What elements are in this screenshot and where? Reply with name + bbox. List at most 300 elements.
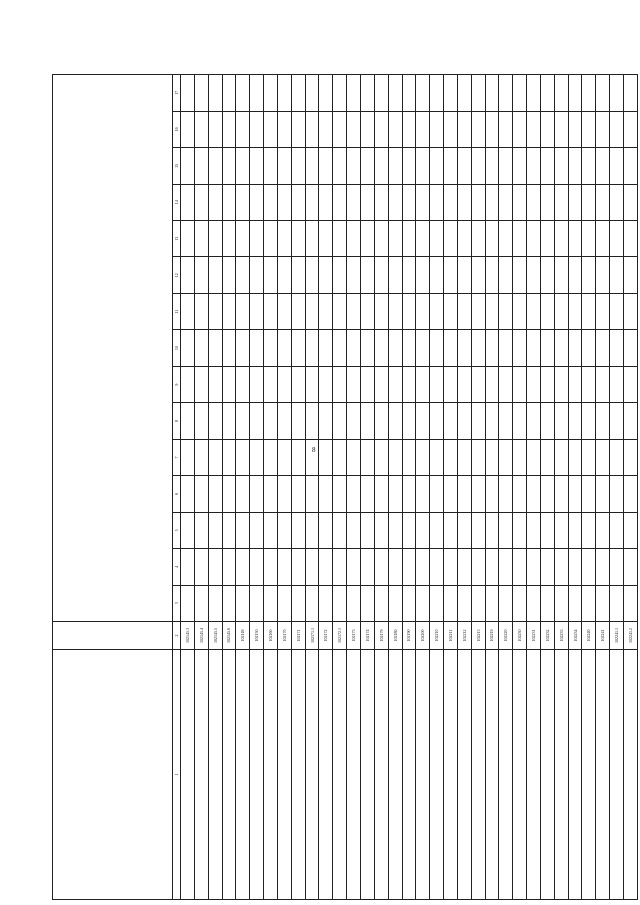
data-cell xyxy=(430,512,444,548)
data-cell xyxy=(416,293,430,329)
data-cell xyxy=(527,184,541,220)
data-cell xyxy=(194,439,208,475)
row-name xyxy=(402,650,416,900)
data-cell xyxy=(582,111,596,147)
data-cell xyxy=(540,366,554,402)
data-cell xyxy=(471,293,485,329)
data-cell xyxy=(374,148,388,184)
data-cell xyxy=(582,148,596,184)
data-cell xyxy=(319,75,333,112)
data-cell xyxy=(430,111,444,147)
table-row xyxy=(264,75,278,900)
data-cell xyxy=(291,184,305,220)
row-name xyxy=(333,650,347,900)
data-cell xyxy=(333,439,347,475)
data-cell xyxy=(347,366,361,402)
data-cell xyxy=(181,293,195,329)
data-cell xyxy=(305,75,319,112)
data-cell xyxy=(513,585,527,621)
data-cell xyxy=(291,439,305,475)
data-cell xyxy=(181,512,195,548)
data-cell xyxy=(485,476,499,512)
column-number: 2 xyxy=(173,622,181,650)
data-cell xyxy=(485,512,499,548)
data-cell xyxy=(236,148,250,184)
data-cell xyxy=(582,366,596,402)
data-cell xyxy=(333,184,347,220)
data-cell xyxy=(250,476,264,512)
data-cell xyxy=(624,257,638,293)
table-row xyxy=(402,75,416,900)
data-cell xyxy=(540,293,554,329)
row-name xyxy=(347,650,361,900)
column-number: 17 xyxy=(173,75,181,112)
row-name xyxy=(596,650,610,900)
data-cell xyxy=(540,184,554,220)
data-cell xyxy=(250,75,264,112)
data-cell xyxy=(277,403,291,439)
data-cell xyxy=(610,184,624,220)
data-cell xyxy=(582,403,596,439)
data-cell xyxy=(568,476,582,512)
table-row xyxy=(471,75,485,900)
data-cell xyxy=(222,257,236,293)
data-cell xyxy=(360,111,374,147)
table-row xyxy=(194,75,208,900)
data-cell xyxy=(485,549,499,585)
data-cell xyxy=(513,512,527,548)
data-cell xyxy=(347,148,361,184)
data-cell xyxy=(554,330,568,366)
data-cell xyxy=(319,221,333,257)
data-cell xyxy=(568,148,582,184)
data-cell xyxy=(513,549,527,585)
data-cell xyxy=(208,148,222,184)
data-cell xyxy=(264,549,278,585)
data-cell xyxy=(291,476,305,512)
data-cell xyxy=(582,476,596,512)
data-cell xyxy=(610,439,624,475)
data-cell xyxy=(360,330,374,366)
row-name xyxy=(416,650,430,900)
row-name xyxy=(471,650,485,900)
data-cell xyxy=(568,257,582,293)
data-cell xyxy=(402,403,416,439)
data-cell xyxy=(499,221,513,257)
data-cell xyxy=(291,549,305,585)
data-cell xyxy=(250,257,264,293)
data-cell xyxy=(540,221,554,257)
data-cell xyxy=(471,512,485,548)
data-cell xyxy=(360,403,374,439)
data-cell xyxy=(264,221,278,257)
row-code: 102179 xyxy=(374,622,388,650)
data-cell xyxy=(194,257,208,293)
row-code: 102220 xyxy=(499,622,513,650)
data-cell xyxy=(194,111,208,147)
data-cell xyxy=(305,221,319,257)
column-number: 3 xyxy=(173,585,181,621)
data-cell xyxy=(194,549,208,585)
data-cell xyxy=(181,366,195,402)
data-cell xyxy=(457,257,471,293)
data-cell xyxy=(499,148,513,184)
data-cell xyxy=(457,512,471,548)
data-cell xyxy=(513,148,527,184)
data-cell xyxy=(305,476,319,512)
data-cell xyxy=(333,585,347,621)
data-cell xyxy=(430,330,444,366)
data-cell xyxy=(444,75,458,112)
data-cell xyxy=(471,111,485,147)
data-cell xyxy=(250,293,264,329)
data-cell xyxy=(374,75,388,112)
data-cell xyxy=(291,257,305,293)
data-cell xyxy=(554,257,568,293)
row-code: 102212 xyxy=(457,622,471,650)
data-cell xyxy=(291,75,305,112)
row-name xyxy=(485,650,499,900)
data-cell xyxy=(222,148,236,184)
data-cell xyxy=(402,221,416,257)
data-cell xyxy=(402,75,416,112)
data-cell xyxy=(444,439,458,475)
data-cell xyxy=(388,184,402,220)
data-cell xyxy=(277,585,291,621)
data-cell xyxy=(222,75,236,112)
row-name xyxy=(360,650,374,900)
table-row xyxy=(319,75,333,900)
data-cell xyxy=(444,184,458,220)
data-cell xyxy=(264,148,278,184)
data-cell xyxy=(624,549,638,585)
table-row xyxy=(416,75,430,900)
data-cell xyxy=(236,184,250,220)
data-cell xyxy=(527,330,541,366)
row-name xyxy=(250,650,264,900)
data-cell xyxy=(374,366,388,402)
data-cell xyxy=(416,257,430,293)
row-name xyxy=(568,650,582,900)
data-cell xyxy=(444,148,458,184)
data-cell xyxy=(582,221,596,257)
table-row xyxy=(596,75,610,900)
code-column-header xyxy=(53,622,173,650)
row-code: 102145.4 xyxy=(194,622,208,650)
data-cell xyxy=(208,75,222,112)
data-cell xyxy=(402,111,416,147)
data-cell xyxy=(457,221,471,257)
data-cell xyxy=(554,512,568,548)
row-name xyxy=(554,650,568,900)
data-cell xyxy=(236,75,250,112)
row-name xyxy=(527,650,541,900)
data-cell xyxy=(402,549,416,585)
data-cell xyxy=(305,366,319,402)
data-cell xyxy=(277,257,291,293)
data-cell xyxy=(374,184,388,220)
row-code: 102172 xyxy=(319,622,333,650)
data-cell xyxy=(333,148,347,184)
data-cell xyxy=(319,585,333,621)
data-cell xyxy=(457,549,471,585)
data-cell xyxy=(388,75,402,112)
data-cell xyxy=(277,111,291,147)
data-cell xyxy=(333,366,347,402)
data-cell xyxy=(181,111,195,147)
column-number: 14 xyxy=(173,184,181,220)
data-cell xyxy=(624,330,638,366)
data-cell xyxy=(430,476,444,512)
column-number: 13 xyxy=(173,221,181,257)
data-cell xyxy=(527,293,541,329)
row-code: 102241 xyxy=(596,622,610,650)
data-cell xyxy=(568,549,582,585)
data-cell xyxy=(540,148,554,184)
data-cell xyxy=(333,476,347,512)
data-cell xyxy=(374,476,388,512)
data-cell xyxy=(582,585,596,621)
data-cell xyxy=(388,111,402,147)
row-name xyxy=(305,650,319,900)
data-cell xyxy=(610,75,624,112)
row-code: 102219 xyxy=(485,622,499,650)
data-cell xyxy=(568,221,582,257)
data-cell xyxy=(319,184,333,220)
data-cell xyxy=(208,439,222,475)
data-cell xyxy=(194,585,208,621)
data-cell xyxy=(499,293,513,329)
data-cell xyxy=(333,293,347,329)
table-row xyxy=(250,75,264,900)
data-cell xyxy=(264,476,278,512)
table-row xyxy=(444,75,458,900)
data-cell xyxy=(540,512,554,548)
data-cell xyxy=(568,585,582,621)
table-row xyxy=(236,75,250,900)
data-cell xyxy=(416,111,430,147)
data-cell xyxy=(194,512,208,548)
data-cell xyxy=(554,549,568,585)
data-cell xyxy=(360,148,374,184)
data-cell xyxy=(305,148,319,184)
data-cell xyxy=(222,476,236,512)
column-number: 7 xyxy=(173,439,181,475)
data-cell xyxy=(388,476,402,512)
data-cell xyxy=(347,111,361,147)
row-code: 102174 xyxy=(360,622,374,650)
data-cell xyxy=(596,476,610,512)
table-row xyxy=(485,75,499,900)
data-cell xyxy=(471,476,485,512)
data-cell xyxy=(291,148,305,184)
data-cell xyxy=(208,585,222,621)
data-cell xyxy=(444,111,458,147)
data-cell xyxy=(277,476,291,512)
data-cell xyxy=(471,221,485,257)
data-cell xyxy=(568,366,582,402)
data-cell xyxy=(471,403,485,439)
data-cell xyxy=(347,293,361,329)
data-cell xyxy=(471,330,485,366)
data-cell xyxy=(374,221,388,257)
data-cell xyxy=(416,221,430,257)
data-cell xyxy=(333,75,347,112)
row-name xyxy=(236,650,250,900)
data-cell xyxy=(430,585,444,621)
data-cell xyxy=(527,75,541,112)
data-cell xyxy=(416,439,430,475)
data-cell xyxy=(277,366,291,402)
data-cell xyxy=(388,512,402,548)
data-cell xyxy=(181,184,195,220)
data-cell xyxy=(250,330,264,366)
data-cell xyxy=(457,585,471,621)
data-cell xyxy=(568,512,582,548)
data-cell xyxy=(222,111,236,147)
data-cell xyxy=(250,184,264,220)
data-cell xyxy=(457,403,471,439)
data-cell xyxy=(499,549,513,585)
data-cell xyxy=(360,293,374,329)
data-cell xyxy=(471,257,485,293)
data-cell xyxy=(319,403,333,439)
header-row xyxy=(53,75,173,900)
data-cell xyxy=(360,512,374,548)
data-cell xyxy=(333,549,347,585)
data-cell xyxy=(374,585,388,621)
data-cell xyxy=(305,549,319,585)
data-cell xyxy=(181,439,195,475)
data-cell xyxy=(540,75,554,112)
data-cell xyxy=(430,184,444,220)
data-cell xyxy=(222,293,236,329)
data-cell xyxy=(513,257,527,293)
row-name xyxy=(540,650,554,900)
name-column-header xyxy=(53,650,173,900)
data-cell xyxy=(347,512,361,548)
data-cell xyxy=(568,75,582,112)
column-number: 11 xyxy=(173,293,181,329)
data-cell xyxy=(236,293,250,329)
data-cell xyxy=(624,585,638,621)
data-cell xyxy=(305,330,319,366)
data-cell xyxy=(540,439,554,475)
data-cell xyxy=(264,257,278,293)
data-cell xyxy=(236,366,250,402)
data-cell xyxy=(582,257,596,293)
data-cell xyxy=(181,221,195,257)
data-cell xyxy=(610,512,624,548)
data-cell xyxy=(540,330,554,366)
data-cell xyxy=(596,585,610,621)
data-cell xyxy=(264,439,278,475)
data-cell xyxy=(291,403,305,439)
data-cell xyxy=(181,257,195,293)
data-cell xyxy=(582,330,596,366)
data-cell xyxy=(527,148,541,184)
data-cell xyxy=(457,366,471,402)
data-cell xyxy=(540,585,554,621)
row-code: 102171 xyxy=(291,622,305,650)
data-cell xyxy=(208,366,222,402)
data-cell xyxy=(416,366,430,402)
data-cell xyxy=(610,257,624,293)
data-cell xyxy=(291,366,305,402)
data-cell xyxy=(264,366,278,402)
data-cell xyxy=(208,512,222,548)
data-cell xyxy=(194,403,208,439)
data-cell xyxy=(236,476,250,512)
data-cell xyxy=(374,439,388,475)
data-cell xyxy=(277,148,291,184)
row-code: 102145.5 xyxy=(208,622,222,650)
data-cell xyxy=(319,148,333,184)
data-cell xyxy=(624,366,638,402)
table-row xyxy=(222,75,236,900)
data-cell xyxy=(402,512,416,548)
data-cell xyxy=(250,403,264,439)
data-cell xyxy=(347,439,361,475)
report-table xyxy=(52,74,638,900)
data-cell xyxy=(402,184,416,220)
data-cell xyxy=(624,512,638,548)
column-number: 12 xyxy=(173,257,181,293)
data-cell xyxy=(319,330,333,366)
data-cell xyxy=(430,293,444,329)
data-cell xyxy=(444,476,458,512)
data-cell xyxy=(554,148,568,184)
row-name xyxy=(277,650,291,900)
data-cell xyxy=(485,75,499,112)
data-cell xyxy=(291,221,305,257)
table-row xyxy=(291,75,305,900)
data-cell xyxy=(610,148,624,184)
data-cell xyxy=(499,585,513,621)
data-cell xyxy=(374,257,388,293)
data-cell xyxy=(181,476,195,512)
data-cell xyxy=(277,330,291,366)
data-cell xyxy=(305,111,319,147)
table-row xyxy=(374,75,388,900)
data-cell xyxy=(485,330,499,366)
data-cell xyxy=(181,403,195,439)
column-number-row xyxy=(173,75,181,900)
row-code: 102241.1 xyxy=(610,622,624,650)
data-cell xyxy=(222,366,236,402)
data-cell xyxy=(319,257,333,293)
data-cell xyxy=(596,549,610,585)
data-cell xyxy=(208,221,222,257)
data-cell xyxy=(416,549,430,585)
data-cell xyxy=(485,293,499,329)
data-cell xyxy=(527,257,541,293)
row-name xyxy=(208,650,222,900)
data-cell xyxy=(499,476,513,512)
data-cell xyxy=(485,148,499,184)
data-cell xyxy=(194,476,208,512)
data-cell xyxy=(471,75,485,112)
data-cell xyxy=(499,75,513,112)
data-cell xyxy=(430,221,444,257)
data-cell xyxy=(582,439,596,475)
row-name xyxy=(319,650,333,900)
data-cell xyxy=(430,403,444,439)
data-cell xyxy=(568,184,582,220)
data-cell xyxy=(554,293,568,329)
row-code: 102233 xyxy=(554,622,568,650)
data-cell xyxy=(624,221,638,257)
